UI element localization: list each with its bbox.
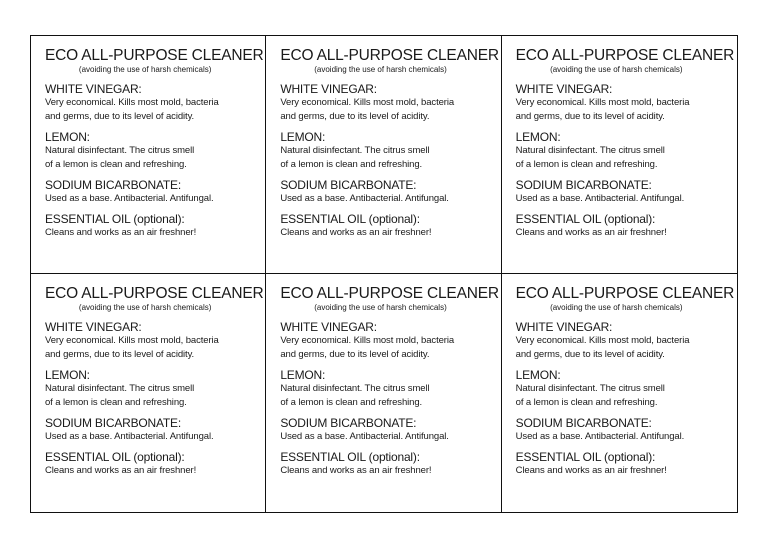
section-heading: ESSENTIAL OIL (optional): bbox=[45, 212, 185, 226]
section-sodium-bicarbonate bbox=[45, 417, 259, 444]
section-sodium-bicarbonate bbox=[280, 179, 494, 206]
section-line: Very economical. Kills most mold, bacteria bbox=[45, 97, 219, 108]
section-line: Used as a base. Antibacterial. Antifungal. bbox=[280, 193, 449, 204]
section-white-vinegar bbox=[45, 321, 259, 362]
section-essential-oil bbox=[516, 451, 731, 478]
section-lemon bbox=[45, 131, 259, 172]
section-essential-oil bbox=[45, 451, 259, 478]
section-white-vinegar bbox=[516, 321, 731, 362]
section-sodium-bicarbonate bbox=[45, 179, 259, 206]
section-line: Used as a base. Antibacterial. Antifungal. bbox=[45, 193, 214, 204]
section-lemon bbox=[516, 131, 731, 172]
section-line: of a lemon is clean and refreshing. bbox=[280, 159, 423, 170]
label-subtitle: (avoiding the use of harsh chemicals) bbox=[78, 303, 212, 312]
label-card bbox=[502, 274, 737, 512]
section-lemon bbox=[45, 369, 259, 410]
section-heading: ESSENTIAL OIL (optional): bbox=[515, 450, 656, 464]
section-line: Natural disinfectant. The citrus smell bbox=[45, 383, 195, 394]
section-line: and germs, due to its level of acidity. bbox=[280, 111, 430, 122]
section-line: of a lemon is clean and refreshing. bbox=[515, 159, 658, 170]
section-line: of a lemon is clean and refreshing. bbox=[45, 159, 187, 170]
section-essential-oil bbox=[516, 213, 731, 240]
section-sodium-bicarbonate bbox=[516, 417, 731, 444]
section-line: and germs, due to its level of acidity. bbox=[45, 111, 195, 122]
section-line: Cleans and works as an air freshner! bbox=[45, 227, 197, 238]
label-title: ECO ALL-PURPOSE CLEANER bbox=[280, 285, 499, 302]
section-line: and germs, due to its level of acidity. bbox=[45, 349, 195, 360]
section-sodium-bicarbonate bbox=[516, 179, 731, 206]
section-line: Very economical. Kills most mold, bacteria bbox=[515, 97, 690, 108]
label-title: ECO ALL-PURPOSE CLEANER bbox=[515, 285, 735, 302]
section-lemon bbox=[516, 369, 731, 410]
section-line: Used as a base. Antibacterial. Antifungal. bbox=[515, 431, 685, 442]
section-line: of a lemon is clean and refreshing. bbox=[45, 397, 187, 408]
label-title: ECO ALL-PURPOSE CLEANER bbox=[280, 47, 499, 64]
section-heading: WHITE VINEGAR: bbox=[515, 82, 613, 96]
label-title: ECO ALL-PURPOSE CLEANER bbox=[45, 285, 264, 302]
section-heading: LEMON: bbox=[280, 130, 326, 144]
section-line: of a lemon is clean and refreshing. bbox=[280, 397, 423, 408]
section-heading: LEMON: bbox=[45, 368, 90, 382]
section-line: Very economical. Kills most mold, bacteria bbox=[280, 335, 455, 346]
section-lemon bbox=[280, 369, 494, 410]
section-essential-oil bbox=[280, 451, 494, 478]
label-card bbox=[502, 36, 737, 274]
section-heading: SODIUM BICARBONATE: bbox=[45, 416, 181, 430]
section-line: Natural disinfectant. The citrus smell bbox=[280, 145, 430, 156]
section-heading: WHITE VINEGAR: bbox=[45, 320, 142, 334]
section-line: Used as a base. Antibacterial. Antifungal. bbox=[280, 431, 449, 442]
section-line: Very economical. Kills most mold, bacteria bbox=[515, 335, 690, 346]
section-heading: LEMON: bbox=[515, 130, 561, 144]
section-heading: ESSENTIAL OIL (optional): bbox=[280, 450, 420, 464]
section-line: Very economical. Kills most mold, bacteria bbox=[45, 335, 219, 346]
label-subtitle: (avoiding the use of harsh chemicals) bbox=[78, 65, 212, 74]
section-heading: SODIUM BICARBONATE: bbox=[515, 178, 652, 192]
section-heading: WHITE VINEGAR: bbox=[515, 320, 613, 334]
section-heading: SODIUM BICARBONATE: bbox=[45, 178, 181, 192]
section-essential-oil bbox=[45, 213, 259, 240]
label-title: ECO ALL-PURPOSE CLEANER bbox=[45, 47, 264, 64]
section-white-vinegar bbox=[280, 321, 494, 362]
section-line: Cleans and works as an air freshner! bbox=[515, 465, 667, 476]
label-card bbox=[266, 36, 501, 274]
section-heading: WHITE VINEGAR: bbox=[45, 82, 142, 96]
label-subtitle: (avoiding the use of harsh chemicals) bbox=[314, 65, 447, 74]
section-white-vinegar bbox=[280, 83, 494, 124]
section-heading: LEMON: bbox=[515, 368, 561, 382]
label-card bbox=[31, 274, 266, 512]
section-sodium-bicarbonate bbox=[280, 417, 494, 444]
section-line: Natural disinfectant. The citrus smell bbox=[515, 145, 665, 156]
section-line: Natural disinfectant. The citrus smell bbox=[45, 145, 195, 156]
section-line: Cleans and works as an air freshner! bbox=[280, 227, 432, 238]
section-line: Natural disinfectant. The citrus smell bbox=[280, 383, 430, 394]
section-heading: ESSENTIAL OIL (optional): bbox=[280, 212, 420, 226]
section-line: and germs, due to its level of acidity. bbox=[280, 349, 430, 360]
label-title: ECO ALL-PURPOSE CLEANER bbox=[515, 47, 735, 64]
section-heading: ESSENTIAL OIL (optional): bbox=[45, 450, 185, 464]
section-heading: LEMON: bbox=[280, 368, 326, 382]
section-lemon bbox=[280, 131, 494, 172]
section-heading: ESSENTIAL OIL (optional): bbox=[515, 212, 656, 226]
section-heading: SODIUM BICARBONATE: bbox=[515, 416, 652, 430]
section-line: Very economical. Kills most mold, bacteria bbox=[280, 97, 455, 108]
section-line: and germs, due to its level of acidity. bbox=[515, 111, 665, 122]
label-subtitle: (avoiding the use of harsh chemicals) bbox=[550, 303, 683, 312]
section-heading: LEMON: bbox=[45, 130, 90, 144]
section-heading: WHITE VINEGAR: bbox=[280, 320, 377, 334]
section-heading: SODIUM BICARBONATE: bbox=[280, 416, 417, 430]
section-line: Used as a base. Antibacterial. Antifungal. bbox=[45, 431, 214, 442]
label-subtitle: (avoiding the use of harsh chemicals) bbox=[550, 65, 683, 74]
section-line: Cleans and works as an air freshner! bbox=[515, 227, 667, 238]
section-heading: SODIUM BICARBONATE: bbox=[280, 178, 417, 192]
section-line: Natural disinfectant. The citrus smell bbox=[515, 383, 665, 394]
section-line: Used as a base. Antibacterial. Antifungal. bbox=[515, 193, 685, 204]
section-heading: WHITE VINEGAR: bbox=[280, 82, 377, 96]
label-subtitle: (avoiding the use of harsh chemicals) bbox=[314, 303, 447, 312]
section-white-vinegar bbox=[45, 83, 259, 124]
section-line: Cleans and works as an air freshner! bbox=[280, 465, 432, 476]
section-white-vinegar bbox=[516, 83, 731, 124]
label-sheet bbox=[30, 35, 738, 513]
section-line: of a lemon is clean and refreshing. bbox=[515, 397, 658, 408]
section-essential-oil bbox=[280, 213, 494, 240]
section-line: and germs, due to its level of acidity. bbox=[515, 349, 665, 360]
section-line: Cleans and works as an air freshner! bbox=[45, 465, 197, 476]
label-card bbox=[266, 274, 501, 512]
label-card bbox=[31, 36, 266, 274]
